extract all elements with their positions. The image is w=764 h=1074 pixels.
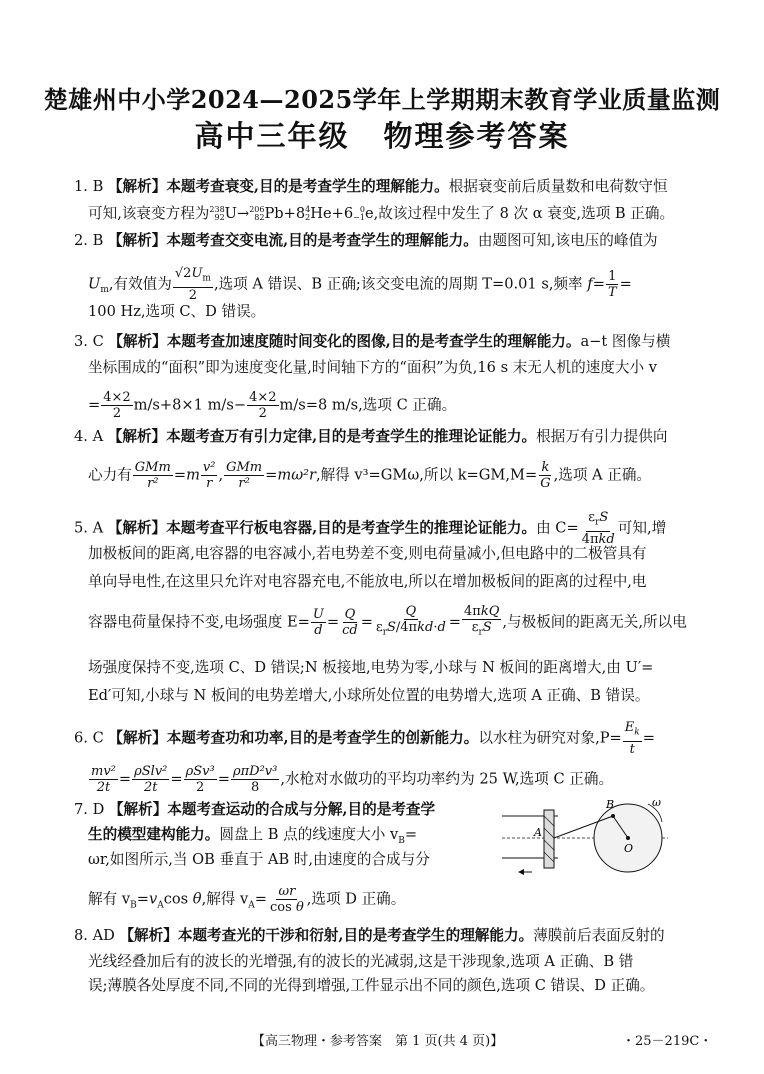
document-code: ・25－219C・ bbox=[622, 1034, 713, 1049]
document-title: 楚雄州中小学2024—2025学年上学期期末教育学业质量监测 bbox=[43, 85, 721, 114]
q7-line3: ωr,如图所示,当 OB 垂直于 AB 时,由速度的合成与分 bbox=[88, 851, 430, 868]
q7-line4: 解有 $v_B=v_A\cos$ θ,解得 $v_A=$ $\frac{\omega r}{\text{cos θ}}$ ,选项 D 正确。 bbox=[88, 884, 406, 915]
label-omega: ω bbox=[652, 796, 661, 809]
q8-line2: 光线经叠加后有的波长的光增强,有的波长的光减弱,这是干涉现象,选项 A 正确、B 错 bbox=[88, 953, 634, 970]
label-b: B bbox=[606, 798, 615, 811]
q5-line6: Ed′可知,小球与 N 板间的电势差增大,小球所处位置的电势增大,选项 A 正确、B 错误。 bbox=[88, 687, 650, 704]
q7-line2: 生的模型建构能力。圆盘上 B 点的线速度大小 $v_B=$ bbox=[88, 826, 418, 846]
q5-line3: 单向导电性,在这里只允许对电容器充电,不能放电,所以在增加极板间的距离的过程中,电 bbox=[88, 573, 647, 590]
q4-line1: 4. A 【解析】本题考查万有引力定律,目的是考查学生的推理论证能力。根据万有引力提供向 bbox=[74, 428, 668, 445]
q8-line3: 误;薄膜各处厚度不同,不同的光得到增强,工件显示出不同的颜色,选项 C 错误、D 正确。 bbox=[88, 977, 655, 994]
q6-line2: $\frac{\text{mv²}}{2t}$ = $\frac{\text{ρSlv²}}{2t}$ = $\frac{\text{ρSv³}}{2}$ = $\frac{\text{ρπD²v³}}{8}$ ,水枪对水做功的平均功率约为 25 W,选项 C 正确。 bbox=[91, 764, 614, 795]
q3-line1: 3. C 【解析】本题考查加速度随时间变化的图像,目的是考查学生的理解能力。a−t 图像与横 bbox=[74, 333, 671, 350]
q4-line2: 心力有 $\frac{\text{GMm}}{\text{r²}}$ =m $\frac{\text{v²}}{r}$ , $\frac{\text{GMm}}{\text{r²}}$ =mω²r,解得 v³=GMω,所以 k=GM,M= $\frac{k}{G}$ ,选项 A 正确。 bbox=[88, 460, 652, 491]
document-subtitle bbox=[0, 114, 764, 155]
q5-line4: 容器电荷量保持不变,电场强度 E= $\frac{U}{d}$ = $\frac{Q}{cd}$ = $\frac{Q}{\varepsilon_rS/4\pi kd\cdot d}$ = $\frac{\text{4πkQ}}{\varepsilon_rS}$ ,与极板间的距离无关,所以电 bbox=[88, 604, 687, 638]
q3-line2: 坐标围成的“面积”即为速度变化量,时间轴下方的“面积”为负,16 s 末无人机的速度大小 v bbox=[88, 359, 657, 376]
q5-line1: 5. A 【解析】本题考查平行板电容器,目的是考查学生的推理论证能力。由 C= $\frac{\varepsilon_rS}{\text{4πkd}}$ 可知,增 bbox=[74, 510, 667, 547]
q2-line2: $U_m$,有效值为 $\frac{√2U_m}{2}$ ,选项 A 错误、B 正确;该交变电流的周期 T=0.01 s,频率 f= $\frac{1}{T}$ = bbox=[88, 266, 632, 303]
q1-line1: 1. B 【解析】本题考查衰变,目的是考查学生的理解能力。根据衰变前后质量数和电荷数守恒 bbox=[74, 178, 668, 195]
label-o: O bbox=[624, 842, 634, 855]
q6-line1: 6. C 【解析】本题考查功和功率,目的是考查学生的创新能力。以水柱为研究对象,P= $\frac{E_k}{t}$ = bbox=[74, 720, 655, 757]
q8-line1: 8. AD 【解析】本题考查光的干涉和衍射,目的是考查学生的理解能力。薄膜前后表面反射的 bbox=[74, 927, 665, 944]
slider-block bbox=[544, 810, 554, 868]
q2-line1: 2. B 【解析】本题考查交变电流,目的是考查学生的理解能力。由题图可知,该电压的峰值为 bbox=[74, 232, 658, 249]
label-a: A bbox=[534, 826, 542, 839]
disk-slider-diagram bbox=[498, 796, 670, 882]
q5-line5: 场强度保持不变,选项 C、D 错误;N 板接地,电势为零,小球与 N 板间的距离增大,由 U′= bbox=[88, 659, 654, 676]
q7-line1: 7. D 【解析】本题考查运动的合成与分解,目的是考查学 bbox=[74, 801, 436, 818]
q3-line3: = $\frac{4\times 2}{2}$ m/s+8×1 m/s− $\frac{4\times 2}{2}$ m/s=8 m/s,选项 C 正确。 bbox=[88, 390, 457, 421]
q5-line2: 加极板间的距离,电容器的电容减小,若电势差不变,则电荷量减小,但电路中的二极管具有 bbox=[88, 545, 647, 562]
q1-line2: 可知,该衰变方程为 238 92 U→ 206 82 Pb+8 4 2 He+6 0 −1 e,故该过程中发生了 8 次 α 衰变,选项 B 正确。 bbox=[88, 205, 675, 222]
grade-label: 高中三年级 bbox=[194, 119, 350, 153]
subject-label: 物理参考答案 bbox=[383, 119, 570, 153]
page-footer: 【高三物理・参考答案 第 1 页(共 4 页)】 bbox=[252, 1034, 504, 1049]
q2-line3: 100 Hz,选项 C、D 错误。 bbox=[88, 303, 266, 320]
